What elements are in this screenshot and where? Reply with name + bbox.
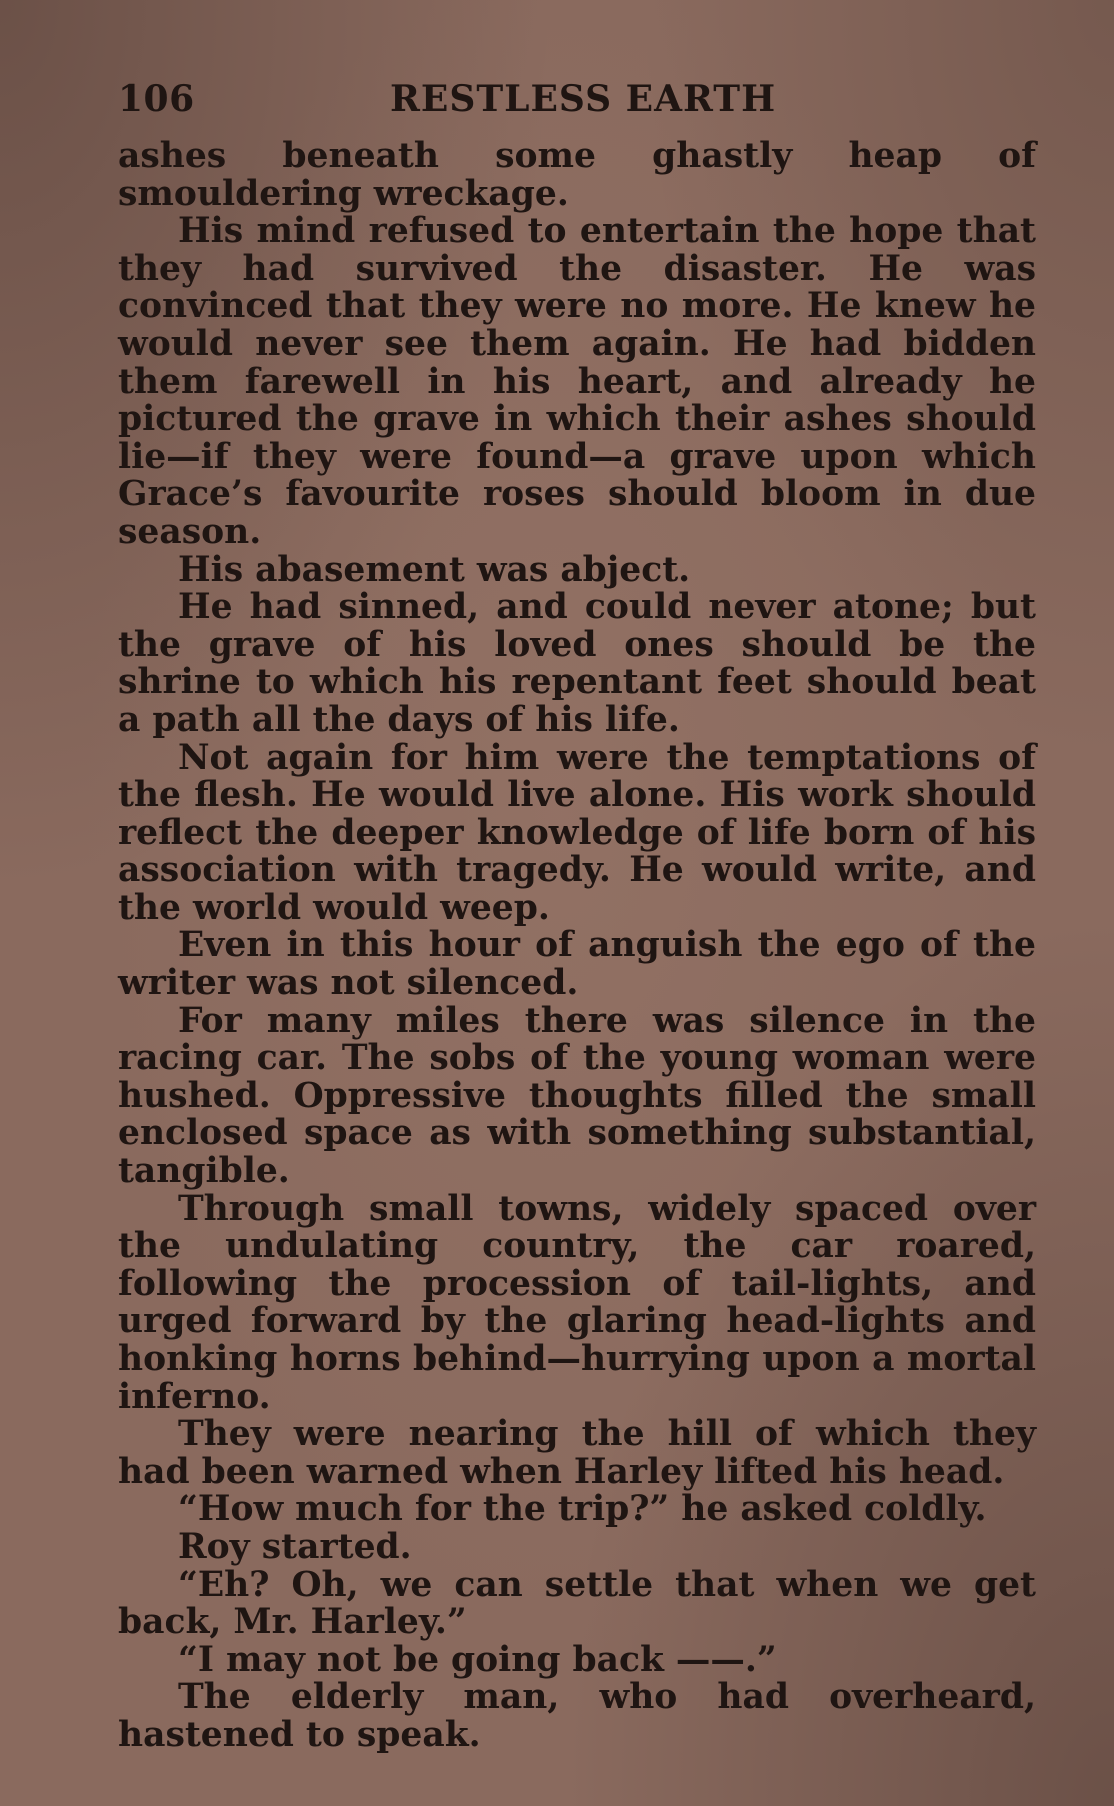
- paragraph: Not again for him were the temptations of the flesh. He would live alone. His work should reflect the deeper knowledge of life born of his association with tragedy. He would write, and the world would weep.: [118, 737, 1036, 928]
- body-text: [118, 138, 1036, 1755]
- paragraph: His abasement was abject.: [178, 549, 691, 590]
- paragraph: “How much for the trip?” he asked coldly.: [178, 1489, 987, 1530]
- page-header: [118, 78, 1036, 138]
- paragraph: “Eh? Oh, we can settle that when we get back, Mr. Harley.”: [118, 1564, 1036, 1643]
- paragraph: He had sinned, and could never atone; but the grave of his loved ones should be the shrine to which his repentant feet should beat a path all the days of his life.: [118, 587, 1036, 740]
- page-number: 106: [118, 78, 195, 120]
- running-title: RESTLESS EARTH: [390, 78, 777, 120]
- paragraph: His mind refused to entertain the hope that they had survived the disaster. He was convinced that they were no more. He knew he would never see them again. He had bidden them farewell in his heart, and already he pictured the grave in which their ashes should lie—if they were found—a grave upon which Grace’s favourite roses should bloom in due season.: [118, 211, 1036, 552]
- paragraph: They were nearing the hill of which they had been warned when Harley lifted his head.: [118, 1414, 1036, 1492]
- paragraph: Even in this hour of anguish the ego of the writer was not silenced.: [118, 925, 1036, 1004]
- paragraph: Through small towns, widely spaced over the undulating country, the car roared, following the procession of tail-lights, and urged forward by the glaring head-lights and honking horns behind—hurrying upon a mortal inferno.: [118, 1188, 1036, 1417]
- paragraph: “I may not be going back ——.”: [178, 1639, 777, 1680]
- paragraph: Roy started.: [178, 1526, 412, 1567]
- paragraph: For many miles there was silence in the racing car. The sobs of the young woman were hushed. Oppressive thoughts filled the small enclosed space as with something substantial, tangible.: [118, 1000, 1036, 1192]
- paragraph: ashes beneath some ghastly heap of smouldering wreckage.: [118, 136, 1036, 214]
- book-page: [118, 78, 1036, 1755]
- paragraph: The elderly man, who had overheard, hastened to speak.: [118, 1677, 1036, 1755]
